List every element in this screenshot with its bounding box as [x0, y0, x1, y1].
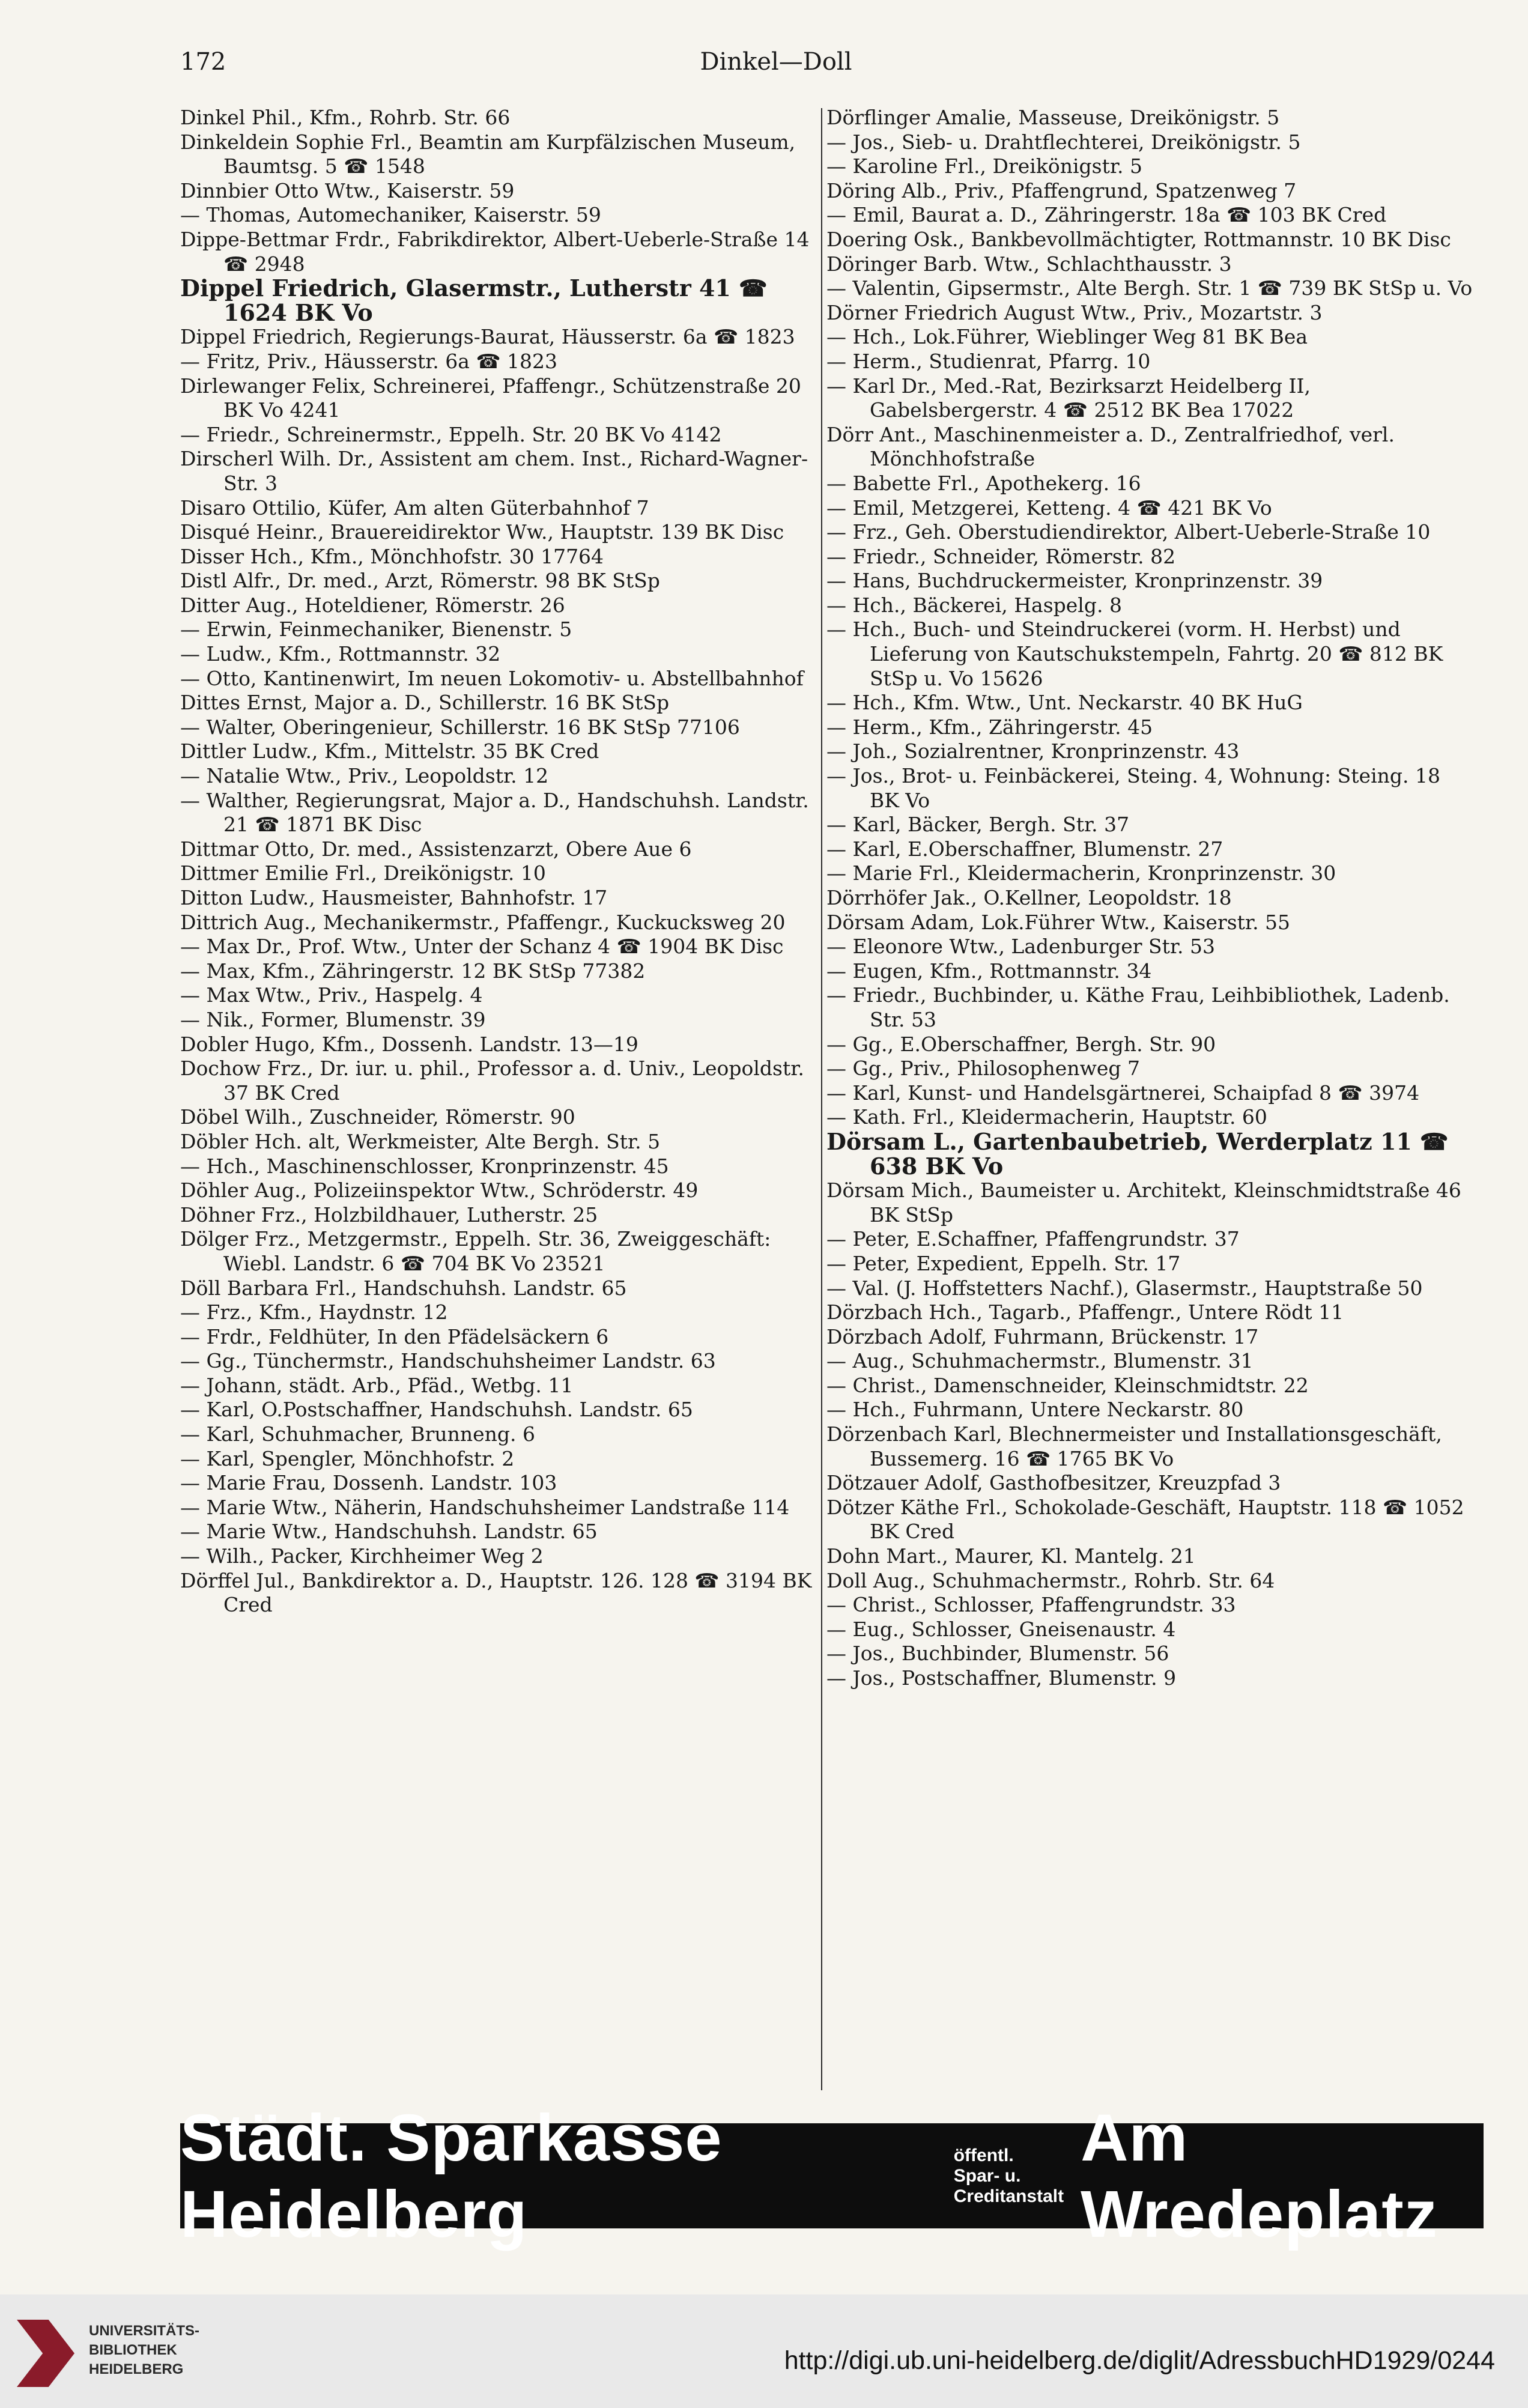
directory-entry: — Valentin, Gipsermstr., Alte Bergh. Str. 1 ☎ 739 BK StSp u. Vo [826, 276, 1473, 300]
right-column [826, 106, 1475, 1691]
column-divider [821, 108, 822, 2090]
directory-entry: — Kath. Frl., Kleidermacherin, Hauptstr. 60 [826, 1105, 1267, 1129]
directory-entry: — Herm., Kfm., Zähringerstr. 45 [826, 715, 1153, 739]
ad-subtitle [954, 2146, 1064, 2207]
directory-entry: Dinkeldein Sophie Frl., Beamtin am Kurpfälzischen Museum, Baumtsg. 5 ☎ 1548 [180, 130, 796, 178]
directory-entry: Dötzer Käthe Frl., Schokolade-Geschäft, Hauptstr. 118 ☎ 1052 BK Cred [826, 1495, 1464, 1544]
directory-entry: Döll Barbara Frl., Handschuhsh. Landstr. 65 [180, 1276, 627, 1300]
page-number: 172 [180, 48, 226, 76]
directory-entry: — Jos., Sieb- u. Drahtflechterei, Dreikönigstr. 5 [826, 130, 1301, 154]
directory-entry: Dörflinger Amalie, Masseuse, Dreikönigstr. 5 [826, 106, 1280, 129]
running-head [180, 48, 1372, 84]
advertisement-banner [180, 2100, 1484, 2251]
directory-entry: — Thomas, Automechaniker, Kaiserstr. 59 [180, 203, 601, 227]
directory-entry: Dörzbach Adolf, Fuhrmann, Brückenstr. 17 [826, 1324, 1259, 1348]
directory-entry: — Emil, Metzgerei, Ketteng. 4 ☎ 421 BK Vo [826, 496, 1272, 520]
directory-entry: — Eug., Schlosser, Gneisenaustr. 4 [826, 1617, 1176, 1641]
directory-entry: — Karl, Schuhmacher, Brunneng. 6 [180, 1422, 536, 1446]
directory-entry: — Karl, E.Oberschaffner, Blumenstr. 27 [826, 837, 1223, 861]
directory-entry: — Babette Frl., Apothekerg. 16 [826, 471, 1141, 495]
directory-entry: Döringer Barb. Wtw., Schlachthausstr. 3 [826, 252, 1232, 276]
directory-entry: — Johann, städt. Arb., Pfäd., Wetbg. 11 [180, 1373, 574, 1397]
directory-entry: — Walther, Regierungsrat, Major a. D., Handschuhsh. Landstr. 21 ☎ 1871 BK Disc [180, 788, 809, 837]
directory-entry: Döbler Hch. alt, Werkmeister, Alte Bergh. Str. 5 [180, 1129, 661, 1153]
directory-entry: — Hch., Fuhrmann, Untere Neckarstr. 80 [826, 1398, 1244, 1422]
directory-entry: — Gg., Priv., Philosophenweg 7 [826, 1057, 1140, 1081]
source-url-link[interactable]: http://digi.ub.uni-heidelberg.de/diglit/AdressbuchHD1929/0244 [784, 2346, 1495, 2375]
directory-entry: — Christ., Schlosser, Pfaffengrundstr. 33 [826, 1593, 1236, 1617]
directory-entry: Disqué Heinr., Brauereidirektor Ww., Hauptstr. 139 BK Disc [180, 520, 784, 544]
directory-entry: Dirscherl Wilh. Dr., Assistent am chem. Inst., Richard-Wagner-Str. 3 [180, 447, 808, 495]
footer-bar [0, 2294, 1528, 2408]
directory-entry: — Natalie Wtw., Priv., Leopoldstr. 12 [180, 764, 549, 788]
directory-entry: — Peter, E.Schaffner, Pfaffengrundstr. 37 [826, 1227, 1240, 1251]
library-logo-icon [17, 2320, 74, 2387]
ad-subtitle-line1: öffentl. Spar- u. [953, 2145, 1021, 2186]
ad-bank-name: Städt. Sparkasse Heidelberg [180, 2100, 723, 2251]
directory-entry: — Marie Frl., Kleidermacherin, Kronprinzenstr. 30 [826, 861, 1336, 885]
left-column [180, 106, 823, 1618]
library-name-line2: BIBLIOTHEK [89, 2342, 177, 2358]
directory-entry: — Aug., Schuhmachermstr., Blumenstr. 31 [826, 1349, 1254, 1373]
directory-entry: Dörrhöfer Jak., O.Kellner, Leopoldstr. 18 [826, 886, 1232, 909]
directory-entry: — Wilh., Packer, Kirchheimer Weg 2 [180, 1544, 544, 1568]
directory-entry: — Marie Frau, Dossenh. Landstr. 103 [180, 1471, 557, 1495]
directory-entry: — Jos., Buchbinder, Blumenstr. 56 [826, 1642, 1169, 1666]
directory-entry: — Eugen, Kfm., Rottmannstr. 34 [826, 959, 1152, 983]
directory-entry: Dörffel Jul., Bankdirektor a. D., Hauptstr. 126. 128 ☎ 3194 BK Cred [180, 1568, 812, 1617]
directory-entry: Dörsam L., Gartenbaubetrieb, Werderplatz 11 ☎ 638 BK Vo [826, 1127, 1449, 1180]
directory-entry: — Erwin, Feinmechaniker, Bienenstr. 5 [180, 617, 572, 641]
directory-entry: Dörsam Mich., Baumeister u. Architekt, Kleinschmidtstraße 46 BK StSp [826, 1178, 1461, 1227]
directory-entry: — Frdr., Feldhüter, In den Pfädelsäckern 6 [180, 1324, 609, 1348]
directory-entry: — Friedr., Buchbinder, u. Käthe Frau, Leihbibliothek, Ladenb. Str. 53 [826, 983, 1450, 1031]
directory-entry: — Frz., Geh. Oberstudiendirektor, Albert-Ueberle-Straße 10 [826, 520, 1431, 544]
directory-entry: — Max Dr., Prof. Wtw., Unter der Schanz 4 ☎ 1904 BK Disc [180, 935, 784, 959]
ad-subtitle-line2: Creditanstalt [953, 2186, 1064, 2206]
directory-entry: Dippel Friedrich, Regierungs-Baurat, Häusserstr. 6a ☎ 1823 [180, 325, 795, 349]
ad-location: Am Wredeplatz [1081, 2100, 1438, 2251]
directory-entry: Doll Aug., Schuhmachermstr., Rohrb. Str. 64 [826, 1568, 1275, 1592]
library-name-line3: HEIDELBERG [89, 2361, 184, 2377]
directory-entry: Dittmer Emilie Frl., Dreikönigstr. 10 [180, 861, 546, 885]
directory-entry: — Karl, Spengler, Mönchhofstr. 2 [180, 1446, 515, 1470]
directory-entry: Dörzenbach Karl, Blechnermeister und Installationsgeschäft, Bussemerg. 16 ☎ 1765 BK Vo [826, 1422, 1442, 1470]
directory-entry: Döhler Aug., Polizeiinspektor Wtw., Schröderstr. 49 [180, 1178, 699, 1202]
directory-entry: Dobler Hugo, Kfm., Dossenh. Landstr. 13—19 [180, 1032, 638, 1056]
directory-entry: — Eleonore Wtw., Ladenburger Str. 53 [826, 935, 1215, 959]
directory-entry: Dochow Frz., Dr. iur. u. phil., Professor a. d. Univ., Leopoldstr. 37 BK Cred [180, 1057, 804, 1105]
directory-entry: Dippe-Bettmar Frdr., Fabrikdirektor, Albert-Ueberle-Straße 14 ☎ 2948 [180, 227, 810, 276]
directory-entry: Dölger Frz., Metzgermstr., Eppelh. Str. 36, Zweiggeschäft: Wiebl. Landstr. 6 ☎ 704 BK Vo 23521 [180, 1227, 771, 1275]
directory-entry: Distl Alfr., Dr. med., Arzt, Römerstr. 98 BK StSp [180, 569, 660, 593]
directory-entry: — Ludw., Kfm., Rottmannstr. 32 [180, 642, 501, 666]
directory-entry: — Hch., Kfm. Wtw., Unt. Neckarstr. 40 BK HuG [826, 691, 1303, 715]
directory-entry: — Jos., Postschaffner, Blumenstr. 9 [826, 1666, 1177, 1690]
directory-entry: Dötzauer Adolf, Gasthofbesitzer, Kreuzpfad 3 [826, 1471, 1281, 1495]
directory-entry: Dörsam Adam, Lok.Führer Wtw., Kaiserstr. 55 [826, 910, 1291, 934]
directory-entry: — Friedr., Schneider, Römerstr. 82 [826, 544, 1176, 568]
directory-entry: — Jos., Brot- u. Feinbäckerei, Steing. 4, Wohnung: Steing. 18 BK Vo [826, 764, 1440, 812]
library-name [89, 2322, 199, 2379]
directory-entry: — Gg., E.Oberschaffner, Bergh. Str. 90 [826, 1032, 1216, 1056]
directory-entry: Dinnbier Otto Wtw., Kaiserstr. 59 [180, 178, 515, 202]
directory-entry: — Joh., Sozialrentner, Kronprinzenstr. 43 [826, 739, 1240, 763]
page-title: Dinkel—Doll [700, 48, 852, 76]
directory-entry: — Hch., Maschinenschlosser, Kronprinzenstr. 45 [180, 1154, 669, 1178]
directory-entry: — Friedr., Schreinermstr., Eppelh. Str. 20 BK Vo 4142 [180, 422, 722, 446]
directory-entry: — Marie Wtw., Näherin, Handschuhsheimer Landstraße 114 [180, 1495, 790, 1519]
directory-entry: Döbel Wilh., Zuschneider, Römerstr. 90 [180, 1105, 575, 1129]
directory-entry: Disser Hch., Kfm., Mönchhofstr. 30 17764 [180, 544, 604, 568]
directory-entry: — Karoline Frl., Dreikönigstr. 5 [826, 154, 1142, 178]
directory-entry: — Herm., Studienrat, Pfarrg. 10 [826, 349, 1151, 373]
directory-entry: — Gg., Tünchermstr., Handschuhsheimer Landstr. 63 [180, 1349, 716, 1373]
directory-entry: Dittmar Otto, Dr. med., Assistenzarzt, Obere Aue 6 [180, 837, 692, 861]
directory-entry: — Peter, Expedient, Eppelh. Str. 17 [826, 1251, 1181, 1275]
directory-entry: — Emil, Baurat a. D., Zähringerstr. 18a ☎ 103 BK Cred [826, 203, 1387, 227]
directory-entry: — Fritz, Priv., Häusserstr. 6a ☎ 1823 [180, 349, 558, 373]
directory-entry: Dittler Ludw., Kfm., Mittelstr. 35 BK Cred [180, 739, 599, 763]
directory-entry: — Karl, O.Postschaffner, Handschuhsh. Landstr. 65 [180, 1398, 693, 1422]
directory-entry: — Marie Wtw., Handschuhsh. Landstr. 65 [180, 1520, 598, 1544]
directory-entry: — Hch., Buch- und Steindruckerei (vorm. H. Herbst) und Lieferung von Kautschukstempeln, Fahrtg. 20 ☎ 812 BK StSp u. Vo 15626 [826, 617, 1443, 690]
directory-entry: — Christ., Damenschneider, Kleinschmidtstr. 22 [826, 1373, 1309, 1397]
directory-entry: — Max, Kfm., Zähringerstr. 12 BK StSp 77382 [180, 959, 646, 983]
directory-entry: Dohn Mart., Maurer, Kl. Mantelg. 21 [826, 1544, 1196, 1568]
directory-entry: — Karl, Kunst- und Handelsgärtnerei, Schaipfad 8 ☎ 3974 [826, 1081, 1420, 1105]
directory-entry: Ditton Ludw., Hausmeister, Bahnhofstr. 17 [180, 886, 608, 909]
directory-entry: Döring Alb., Priv., Pfaffengrund, Spatzenweg 7 [826, 178, 1297, 202]
directory-entry: — Karl Dr., Med.-Rat, Bezirksarzt Heidelberg II, Gabelsbergerstr. 4 ☎ 2512 BK Bea 17022 [826, 374, 1311, 422]
directory-entry: Dörner Friedrich August Wtw., Priv., Mozartstr. 3 [826, 300, 1323, 324]
directory-entry: Dinkel Phil., Kfm., Rohrb. Str. 66 [180, 106, 511, 129]
directory-entry: — Hch., Lok.Führer, Wieblinger Weg 81 BK Bea [826, 325, 1308, 349]
directory-entry: — Hans, Buchdruckermeister, Kronprinzenstr. 39 [826, 569, 1323, 593]
directory-entry: Dittrich Aug., Mechanikermstr., Pfaffengr., Kuckucksweg 20 [180, 910, 786, 934]
directory-entry: Doering Osk., Bankbevollmächtigter, Rottmannstr. 10 BK Disc [826, 227, 1451, 251]
directory-entry: — Nik., Former, Blumenstr. 39 [180, 1007, 486, 1031]
directory-entry: — Karl, Bäcker, Bergh. Str. 37 [826, 813, 1130, 837]
directory-entry: Döhner Frz., Holzbildhauer, Lutherstr. 25 [180, 1202, 598, 1227]
directory-entry: — Frz., Kfm., Haydnstr. 12 [180, 1300, 448, 1324]
library-name-line1: UNIVERSITÄTS- [89, 2323, 200, 2339]
directory-entry: — Otto, Kantinenwirt, Im neuen Lokomotiv- u. Abstellbahnhof [180, 666, 804, 690]
directory-entry: — Val. (J. Hoffstetters Nachf.), Glasermstr., Hauptstraße 50 [826, 1276, 1423, 1300]
directory-entry: Dirlewanger Felix, Schreinerei, Pfaffengr., Schützenstraße 20 BK Vo 4241 [180, 374, 801, 422]
directory-entry: — Walter, Oberingenieur, Schillerstr. 16 BK StSp 77106 [180, 715, 740, 739]
directory-entry: Dittes Ernst, Major a. D., Schillerstr. 16 BK StSp [180, 691, 670, 715]
directory-entry: — Max Wtw., Priv., Haspelg. 4 [180, 983, 483, 1007]
directory-entry: Dörzbach Hch., Tagarb., Pfaffengr., Untere Rödt 11 [826, 1300, 1344, 1324]
directory-entry: — Hch., Bäckerei, Haspelg. 8 [826, 593, 1122, 617]
directory-entry: Dippel Friedrich, Glasermstr., Lutherstr 41 ☎ 1624 BK Vo [180, 274, 768, 326]
directory-entry: Disaro Ottilio, Küfer, Am alten Güterbahnhof 7 [180, 496, 649, 520]
directory-entry: Dörr Ant., Maschinenmeister a. D., Zentralfriedhof, verl. Mönchhofstraße [826, 422, 1395, 471]
directory-entry: Ditter Aug., Hoteldiener, Römerstr. 26 [180, 593, 565, 617]
